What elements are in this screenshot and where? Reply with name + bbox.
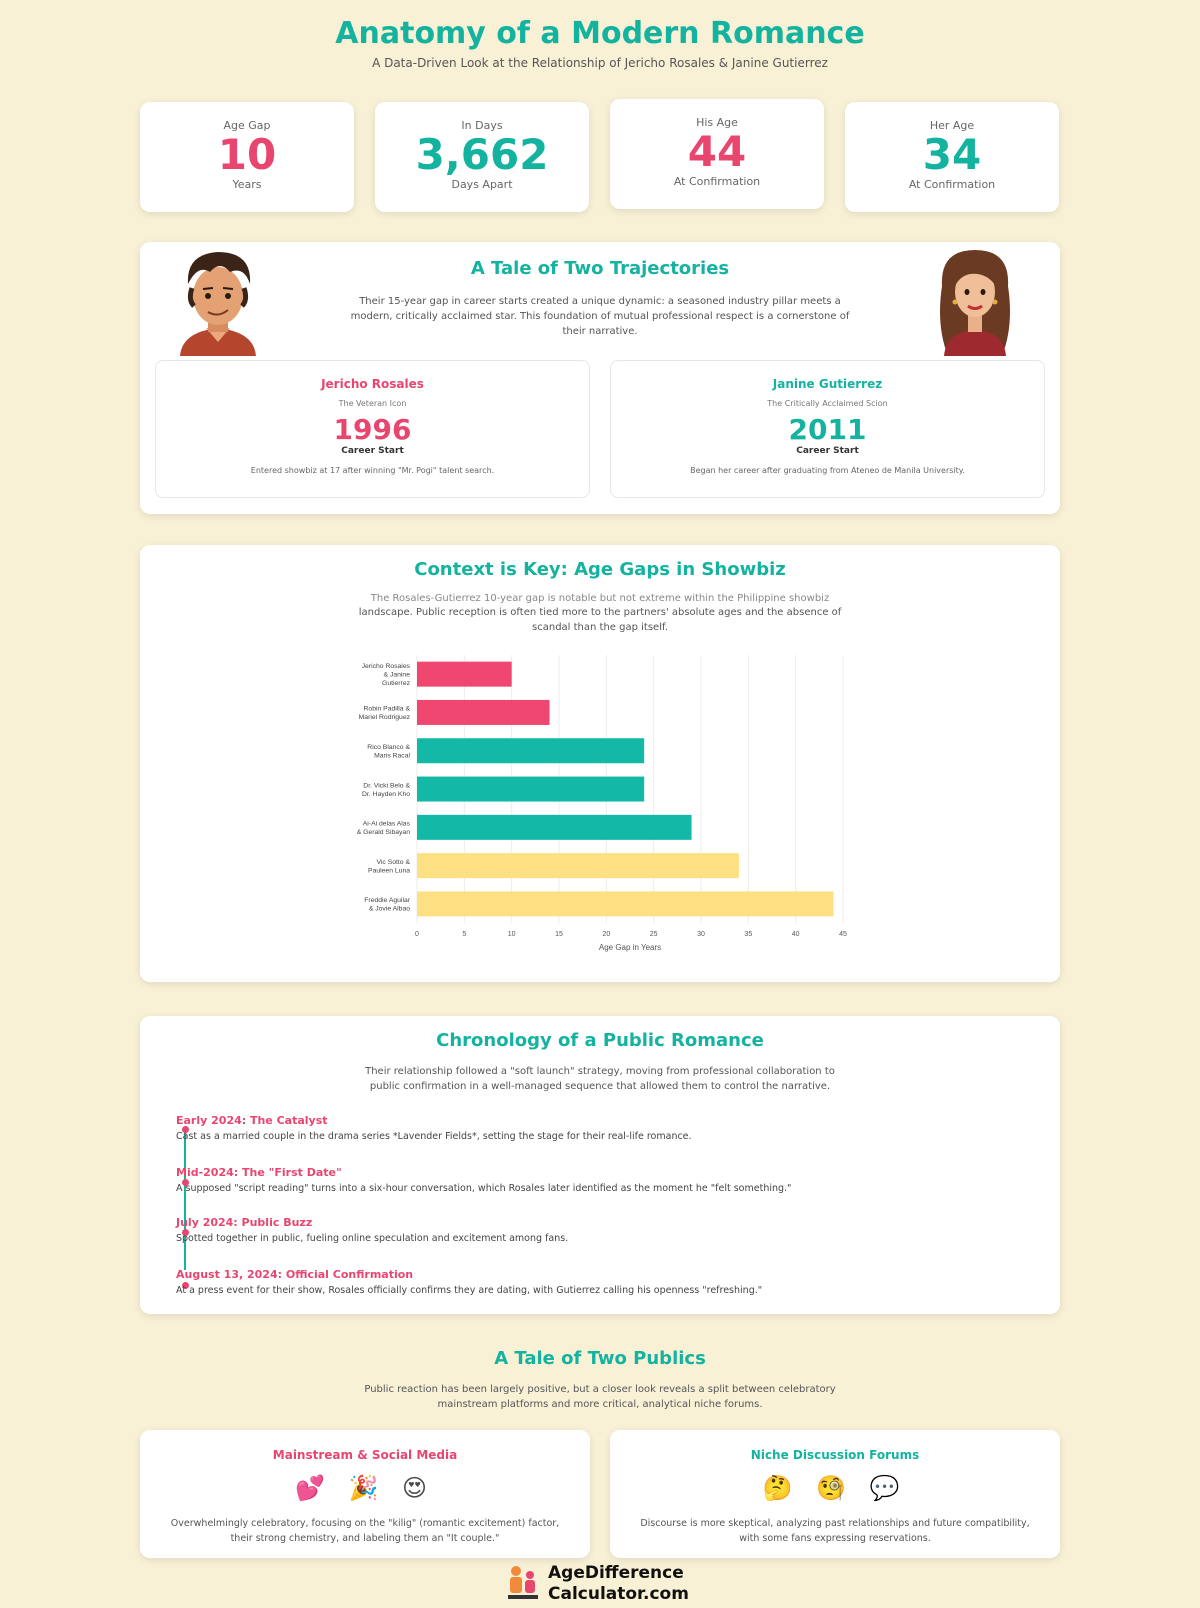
timeline-event-title: Early 2024: The Catalyst [176,1114,328,1127]
chart-bar [417,777,644,802]
footer-logo-line2: Calculator.com [548,1584,689,1604]
stat-card-her-age [845,102,1059,212]
career-start-year: 1996 [333,413,412,446]
publics-card-title: Niche Discussion Forums [750,1448,920,1462]
person-note: Began her career after graduating from Ateneo de Manila University. [690,466,965,475]
woman-avatar-icon [930,246,1020,356]
career-start-label: Career Start [796,446,859,456]
chronology-description: Their relationship followed a "soft launch" strategy, moving from professional collaboration to public confirmation in a well-managed sequence that allowed them to control the narrative. [365,1066,835,1092]
context-section [140,545,1060,982]
man-avatar-icon [170,244,266,356]
stat-label: Age Gap [223,119,271,132]
publics-description: Public reaction has been largely positive, but a closer look reveals a split between celebratory mainstream platforms and more critical, analytical niche forums. [364,1384,836,1410]
chart-bar [417,891,834,916]
chart-category-label: & Jovie Albao [368,905,410,913]
trajectories-title: A Tale of Two Trajectories [470,258,730,279]
chart-bar [417,815,692,840]
chart-x-tick-label: 40 [791,931,800,939]
stat-card-his-age [610,99,824,209]
stat-value: 3,662 [415,130,549,179]
chart-x-tick-label: 30 [697,931,705,939]
chart-x-tick-label: 45 [839,931,847,939]
timeline-event [176,1166,791,1194]
stat-unit: Days Apart [451,178,513,191]
publics-card-niche [610,1430,1060,1558]
chart-category-label: Gutierrez [382,680,410,688]
person-name: Janine Gutierrez [772,377,883,391]
person-card-jericho [155,360,590,498]
chart-category-label: Robin Padilla & [363,705,410,713]
person-role: The Critically Acclaimed Scion [767,399,888,408]
chart-bar [417,662,512,687]
stat-unit: At Confirmation [908,178,996,191]
timeline-event-title: Mid-2024: The "First Date" [176,1166,342,1179]
publics-title: A Tale of Two Publics [494,1348,706,1369]
timeline-event-text: Spotted together in public, fueling online speculation and excitement among fans. [176,1233,569,1244]
publics-card-mainstream [140,1430,590,1558]
context-description-line1: The Rosales-Gutierrez 10-year gap is notable but not extreme within the Philippine showbiz [370,593,830,604]
chart-x-tick-label: 10 [507,931,516,939]
stat-value: 34 [922,130,982,179]
chart-bar [417,700,550,725]
chart-category-label: Dr. Hayden Kho [362,790,410,798]
chart-category-label: Mariel Rodriguez [358,714,410,722]
person-card-janine [610,360,1045,498]
stat-value: 44 [687,127,747,176]
stat-label: In Days [461,119,503,132]
chart-x-tick-label: 25 [649,931,658,939]
chronology-section [140,1016,1060,1314]
family-icon [506,1565,540,1605]
page-title: Anatomy of a Modern Romance [335,16,865,51]
context-description: landscape. Public reception is often tied more to the partners' absolute ages and the absence of scandal than the gap itself. [358,607,842,633]
stat-value: 10 [217,130,277,179]
chart-x-tick-label: 15 [555,931,563,939]
publics-card-title: Mainstream & Social Media [272,1448,458,1462]
stat-label: Her Age [929,119,975,132]
context-title: Context is Key: Age Gaps in Showbiz [414,559,786,580]
footer-logo-line1: AgeDifference [548,1563,684,1583]
person-note: Entered showbiz at 17 after winning "Mr. Pogi" talent search. [250,466,495,475]
person-role: The Veteran Icon [338,399,407,408]
chart-bar [417,853,739,878]
stat-label: His Age [696,116,738,129]
thinking-emoji-icons: 🤔 🧐 💬 [762,1474,908,1502]
chart-category-label: Freddie Aguilar [364,897,410,905]
age-gap-bar-chart [140,545,1060,982]
chart-category-label: Pauleen Luna [368,867,410,875]
timeline-event-title: July 2024: Public Buzz [176,1216,313,1229]
stat-unit: At Confirmation [673,175,761,188]
timeline-event [176,1268,762,1296]
chart-x-tick-label: 5 [462,931,467,939]
stat-card-age-gap [140,102,354,212]
chart-x-tick-label: 20 [602,931,611,939]
chart-category-label: Vic Sotto & [376,858,410,866]
celebration-emoji-icons: 💕 🎉 😍 [294,1474,436,1502]
chart-x-tick-label: 35 [744,931,753,939]
trajectories-description: Their 15-year gap in career starts created a unique dynamic: a seasoned industry pillar meets a modern, critically acclaimed star. This foundation of mutual professional respect is a cornerstone of their narrative. [350,296,850,337]
chart-category-label: Maris Racal [374,752,410,760]
footer-logo[interactable] [506,1563,706,1607]
timeline-event-text: Cast as a married couple in the drama series *Lavender Fields*, setting the stage for their real-life romance. [176,1131,692,1142]
chart-category-label: Rico Blanco & [367,744,410,751]
chart-category-label: Ai-Ai delas Alas [362,820,410,828]
timeline-event-text: At a press event for their show, Rosales officially confirms they are dating, with Gutierrez calling his openness "refreshing." [176,1285,763,1296]
career-start-label: Career Start [341,446,404,456]
chart-category-label: Jericho Rosales [361,663,410,671]
career-start-year: 2011 [788,413,867,446]
timeline-event-title: August 13, 2024: Official Confirmation [176,1268,414,1281]
page-subtitle: A Data-Driven Look at the Relationship of Jericho Rosales & Janine Gutierrez [372,56,828,70]
person-name: Jericho Rosales [321,377,424,391]
stat-unit: Years [232,178,262,191]
chart-x-axis-label: Age Gap in Years [598,943,662,953]
timeline-event [176,1216,568,1244]
chart-x-tick-label: 0 [415,931,419,939]
chart-category-label: Dr. Vicki Belo & [363,782,410,790]
chart-category-label: & Gerald Sibayan [356,829,410,837]
timeline-event-text: A supposed "script reading" turns into a six-hour conversation, which Rosales later identified as the moment he "felt something." [176,1183,792,1194]
chart-category-label: & Janine [383,671,410,679]
publics-card-text: Overwhelmingly celebratory, focusing on the "kilig" (romantic excitement) factor, their strong chemistry, and labeling them an "It couple." [170,1518,560,1544]
chart-bar [417,738,644,763]
publics-card-text: Discourse is more skeptical, analyzing past relationships and future compatibility, with some fans expressing reservations. [640,1518,1030,1544]
timeline-event [176,1114,692,1142]
trajectories-section [140,242,1060,514]
timeline-line [184,1128,186,1270]
stat-card-days [375,102,589,212]
chronology-title: Chronology of a Public Romance [436,1030,764,1051]
